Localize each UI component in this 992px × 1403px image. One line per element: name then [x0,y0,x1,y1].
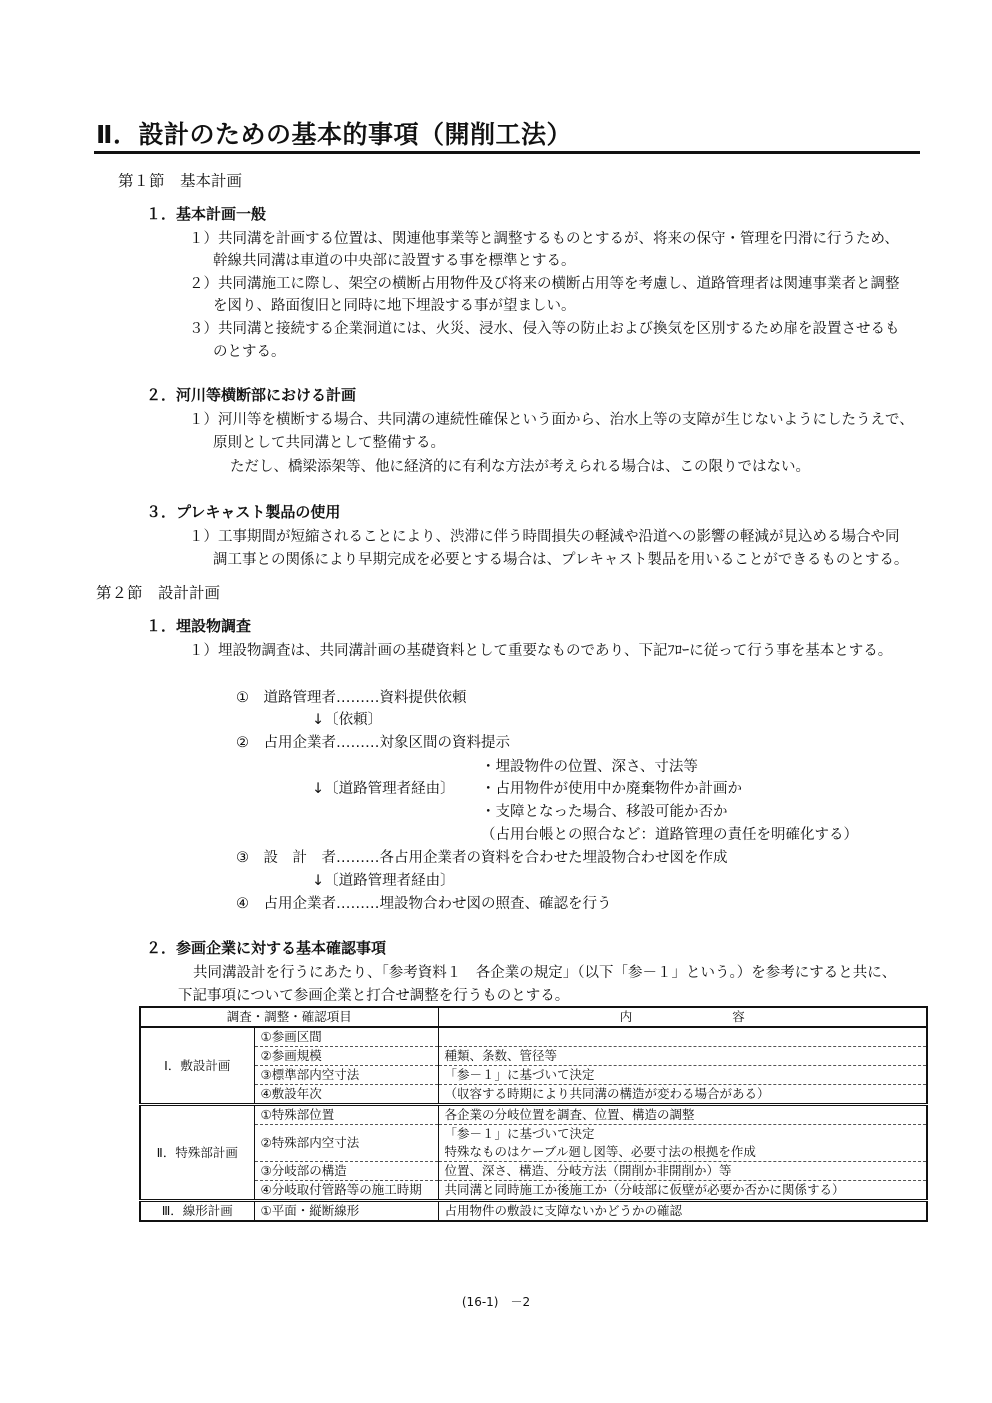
flow-step: ③ 設 計 者………各占用企業者の資料を合わせた埋設物合わせ図を作成 [236,850,728,866]
flow-note: ・埋設物件の位置、深さ、寸法等 [481,759,698,775]
content-cell: 各企業の分岐位置を調査、位置、構造の調整 [438,1105,927,1125]
page-number: (16-1) －2 [461,1295,531,1309]
flow-note: ・支障となった場合、移設可能か否か [481,804,728,820]
item-cell: ④敷設年次 [254,1085,438,1105]
content-cell: 種類、条数、管径等 [438,1047,927,1066]
table-row [140,1162,927,1181]
flow-arrow: ↓〔道路管理者経由〕 [312,873,455,889]
section-1-3-heading: ３．プレキャスト製品の使用 [146,503,341,521]
category-cell: Ⅲ．線形計画 [161,1203,233,1218]
item-cell: ②特殊部内空寸法 [254,1125,438,1162]
paragraph-line: １）工事期間が短縮されることにより、渋滞に伴う時間損失の軽減や沿道への影響の軽減が見込める場合や同 [189,529,900,545]
flow-step: ② 占用企業者………対象区間の資料提示 [236,735,510,751]
flow-note: （占用台帳との照合など：道路管理の責任を明確化する） [481,827,858,843]
content-cell [438,1027,927,1047]
item-cell: ②参画規模 [254,1047,438,1066]
content-cell: 共同溝と同時施工か後施工か（分岐部に仮壁が必要か否かに関係する） [438,1181,927,1201]
table-header-row [140,1007,927,1027]
section-2-1-heading: １．埋設物調査 [146,617,252,635]
title-underline [94,151,920,154]
paragraph-line: 原則として共同溝として整備する。 [213,435,445,451]
category-cell: Ⅰ．敷設計画 [140,1027,254,1105]
paragraph-line: 幹線共同溝は車道の中央部に設置する事を標準とする。 [213,253,576,269]
paragraph-line: 下記事項について参画企業と打合せ調整を行うものとする。 [178,988,570,1004]
page-title: Ⅱ．設計のための基本的事項（開削工法） [96,120,572,149]
category-cell: Ⅱ．特殊部計画 [140,1105,254,1201]
item-cell: ①特殊部位置 [254,1105,438,1125]
paragraph-line: ２）共同溝施工に際し、架空の横断占用物件及び将来の横断占用等を考慮し、道路管理者は関連事業者と調整 [189,276,900,292]
content-cell: （収容する時期により共同溝の構造が変わる場合がある） [438,1085,927,1105]
section-2-heading: 第２節 設計計画 [96,584,221,602]
table-header-cell: 内 容 [438,1007,927,1027]
paragraph-line: を図り、路面復旧と同時に地下埋設する事が望ましい。 [213,298,576,314]
content-cell: 「参－１」に基づいて決定 [438,1125,927,1144]
paragraph-line: １）埋設物調査は、共同溝計画の基礎資料として重要なものであり、下記ﾌﾛｰに従って行う事を基本とする。 [189,643,893,659]
paragraph-line: ただし、橋梁添架等、他に経済的に有利な方法が考えられる場合は、この限りではない。 [230,459,810,475]
flow-step: ④ 占用企業者………埋設物合わせ図の照査、確認を行う [236,896,612,912]
content-cell: 特殊なものはケーブル廻し図等、必要寸法の根拠を作成 [438,1143,927,1162]
item-cell: ④分岐取付管路等の施工時期 [254,1181,438,1201]
table-row [140,1027,927,1047]
paragraph-line: １）河川等を横断する場合、共同溝の連続性確保という面から、治水上等の支障が生じないようにしたうえで、 [189,412,914,428]
content-cell: 占用物件の敷設に支障ないかどうかの確認 [438,1201,927,1222]
item-cell: ①平面・縦断線形 [254,1201,438,1222]
section-1-heading: 第１節 基本計画 [118,172,243,190]
item-cell: ③分岐部の構造 [254,1162,438,1181]
table-row [140,1125,927,1144]
paragraph-line: １）共同溝を計画する位置は、関連他事業等と調整するものとするが、将来の保守・管理を円滑に行うため、 [189,231,899,247]
flow-step: ① 道路管理者………資料提供依頼 [236,690,467,706]
table-row [140,1181,927,1201]
section-2-2-heading: ２．参画企業に対する基本確認事項 [146,939,387,957]
table-row [140,1201,927,1222]
content-cell: 位置、深さ、構造、分岐方法（開削か非開削か）等 [438,1162,927,1181]
paragraph-line: のとする。 [213,344,286,360]
paragraph-line: ３）共同溝と接続する企業洞道には、火災、浸水、侵入等の防止および換気を区別するため扉を設置させるも [189,321,900,337]
content-cell: 「参－１」に基づいて決定 [438,1066,927,1085]
table-row [140,1105,927,1125]
flow-arrow: ↓〔依頼〕 [312,712,383,728]
table-row [140,1085,927,1105]
flow-note: ・占用物件が使用中か廃棄物件か計画か [481,781,742,797]
item-cell: ③標準部内空寸法 [254,1066,438,1085]
section-1-1-heading: １．基本計画一般 [146,205,267,223]
check-items-table [139,1006,928,1222]
paragraph-line: 調工事との関係により早期完成を必要とする場合は、プレキャスト製品を用いることができるものとする。 [213,552,909,568]
item-cell: ①参画区間 [254,1027,438,1047]
paragraph-line: 共同溝設計を行うにあたり、「参考資料１ 各企業の規定」（以下「参－１」という。）を参考にすると共に、 [193,965,897,981]
section-1-2-heading: ２．河川等横断部における計画 [146,386,357,404]
table-header-cell: 調査・調整・確認項目 [140,1007,438,1027]
table-row [140,1066,927,1085]
flow-arrow: ↓〔道路管理者経由〕 [312,781,455,797]
table-row [140,1047,927,1066]
